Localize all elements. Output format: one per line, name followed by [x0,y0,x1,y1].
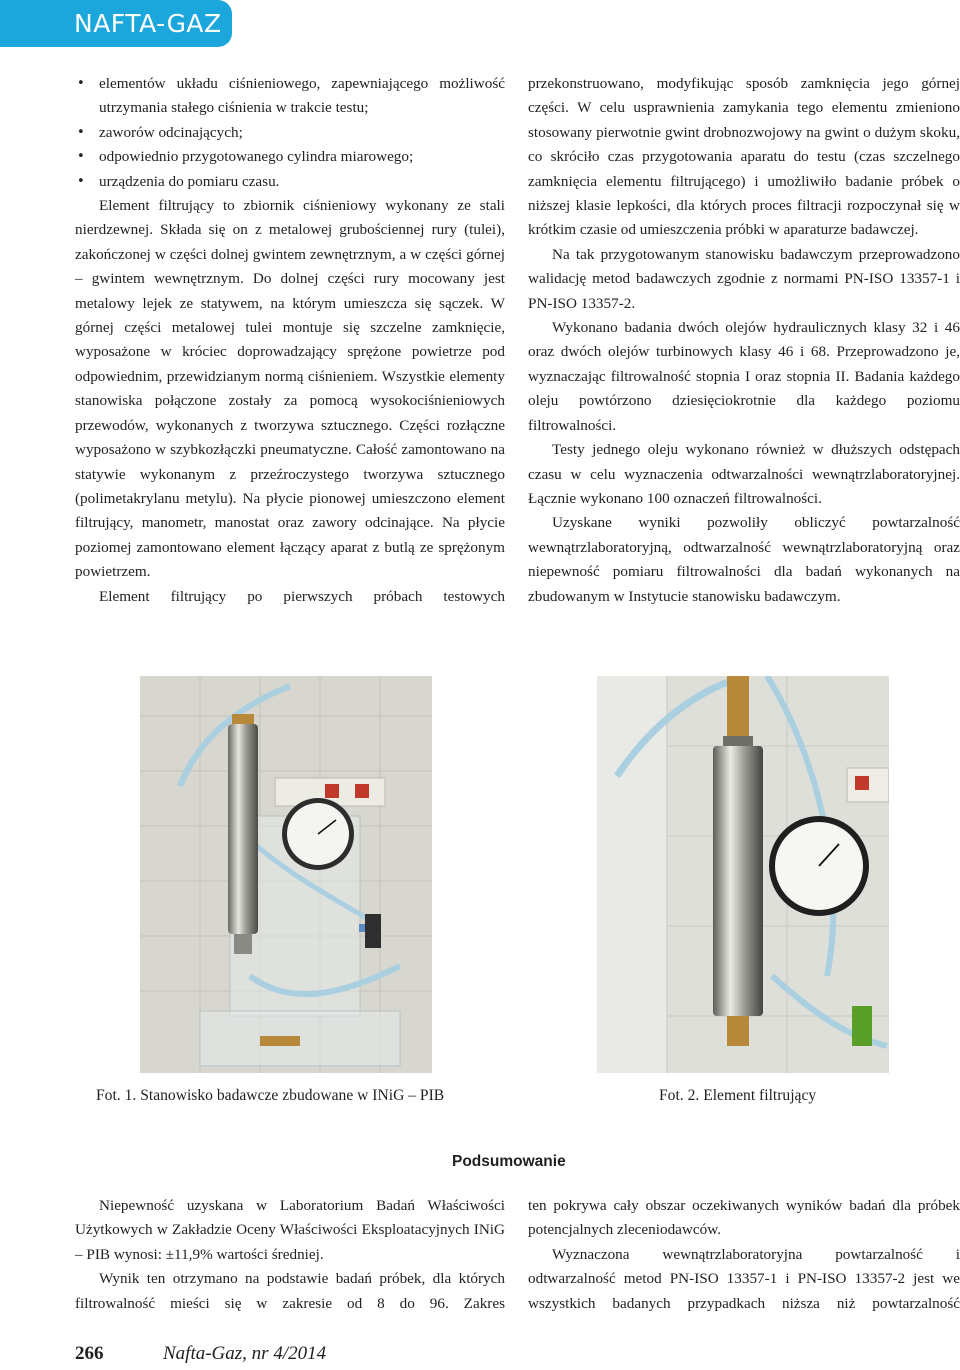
summary-right-column [528,1194,960,1316]
bullet-icon: • [77,76,85,91]
body-paragraph: Niepewność uzyskana w Laboratorium Badań Właściwości Użytkowych w Zakładzie Oceny Właściwości Eksploatacyjnych INiG – PIB wynosi: ±11,9% wartości średniej. [75,1197,505,1263]
figure-2-caption: Fot. 2. Element filtrujący [659,1087,817,1104]
body-paragraph: ten pokrywa cały obszar oczekiwanych wyników badań dla próbek potencjalnych zleceniodawców. [528,1197,960,1239]
summary-left-column [75,1194,505,1316]
body-paragraph: Testy jednego oleju wykonano również w dłuższych odstępach czasu w celu wyznaczenia odtwarzalności wewnątrzlaboratoryjnej. Łącznie wykonano 100 oznaczeń filtrowalności. [528,441,960,507]
bullet-icon: • [77,173,85,189]
journal-issue: Nafta-Gaz, nr 4/2014 [163,1343,327,1364]
body-paragraph: Wykonano badania dwóch olejów hydraulicznych klasy 32 i 46 oraz dwóch olejów turbinowych klasy 46 i 68. Przeprowadzono je, wyznaczając filtrowalność stopnia I oraz stopnia II. Badania każdego oleju powtórzono dziesięciokrotnie dla każdego poziomu filtrowalności. [528,319,960,434]
body-paragraph: Uzyskane wyniki pozwoliły obliczyć powtarzalność wewnątrzlaboratoryjną, odtwarzalność wewnątrzlaboratoryjną oraz niepewność pomiaru filtrowalności dla badań wykonanych na zbudowanym w Instytucie stanowisku badawczym. [528,514,960,605]
bullet-icon: • [77,149,85,165]
list-item: • urządzenia do pomiaru czasu. [75,170,505,194]
body-paragraph: Wyznaczona wewnątrzlaboratoryjna powtarzalność i odtwarzalność metod PN-ISO 13357-1 i PN-ISO 13357-2 jest we wszystkich badanych przypadkach niższa niż powtarzalność [528,1245,960,1312]
body-paragraph: Wynik ten otrzymano na podstawie badań próbek, dla których filtrowalność mieści się w zakresie od 8 do 96. Zakres [75,1270,505,1312]
figure-1-caption: Fot. 1. Stanowisko badawcze zbudowane w INiG – PIB [96,1087,445,1104]
list-item: • elementów układu ciśnieniowego, zapewniającego możliwość utrzymania stałego ciśnienia w trakcie testu; [75,72,505,121]
summary-section-title: Podsumowanie [452,1153,566,1170]
left-column [75,72,505,609]
filter-element-illustration [597,676,889,1073]
list-item: • zaworów odcinających; [75,121,505,145]
body-paragraph: Element filtrujący po pierwszych próbach testowych [99,587,505,605]
body-paragraph: przekonstruowano, modyfikując sposób zamknięcia jego górnej części. W celu usprawnienia zamykania tego elementu zmieniono stosowany pierwotnie gwint drobnozwojowy na gwint o dużym skoku, co skróciło czas przygotowania aparatu do testu (czas szczelnego zamknięcia elementu filtrującego) i umożliwiło badanie próbek o niższej klasie lepkości, dla których proces filtracji rozpoczynał się w krótkim czasie od umieszczenia próbki w aparaturze badawczej. [528,75,960,239]
body-paragraph: Na tak przygotowanym stanowisku badawczym przeprowadzono walidację metod badawczych zgodnie z normami PN-ISO 13357-1 i PN-ISO 13357-2. [528,245,960,312]
header-tab [0,0,232,47]
bullet-icon: • [77,124,85,140]
page-number: 266 [75,1343,104,1364]
bullet-list [75,72,505,194]
journal-header-title: NAFTA-GAZ [74,9,222,38]
photo-filter-element [597,676,889,1073]
photo-test-stand [140,676,432,1073]
right-column [528,72,960,609]
list-item: • odpowiednio przygotowanego cylindra miarowego; [75,145,505,169]
test-stand-illustration [140,676,432,1073]
body-paragraph: Element filtrujący to zbiornik ciśnieniowy wykonany ze stali nierdzewnej. Składa się on z metalowej grubościennej rury (tulei), zakończonej w części dolnej gwintem zewnętrznym, a w części górnej – gwintem wewnętrznym. Do dolnej części rury mocowany jest metalowy lejek ze statywem, na którym umieszcza się sączek. W górnej części metalowej tulei montuje się szczelne zamknięcie, wyposażone w króciec doprowadzający sprężone powietrze pod odpowiednim, przewidzianym normą ciśnieniem. Wszystkie elementy stanowiska połączone zostały za pomocą wysokociśnieniowych przewodów, wykonanych z tworzywa sztucznego. Części rozłączne wyposażono w szybkozłączki pneumatyczne. Całość zamontowano na statywie wykonanym z przeźroczystego tworzywa sztucznego (polimetakrylanu metylu). Na płycie pionowej umieszczono element filtrujący, manometr, manostat oraz zawory odcinające. Na płycie poziomej zamontowano element łączący aparat z butlą ze sprężonym powietrzem. [75,197,505,581]
